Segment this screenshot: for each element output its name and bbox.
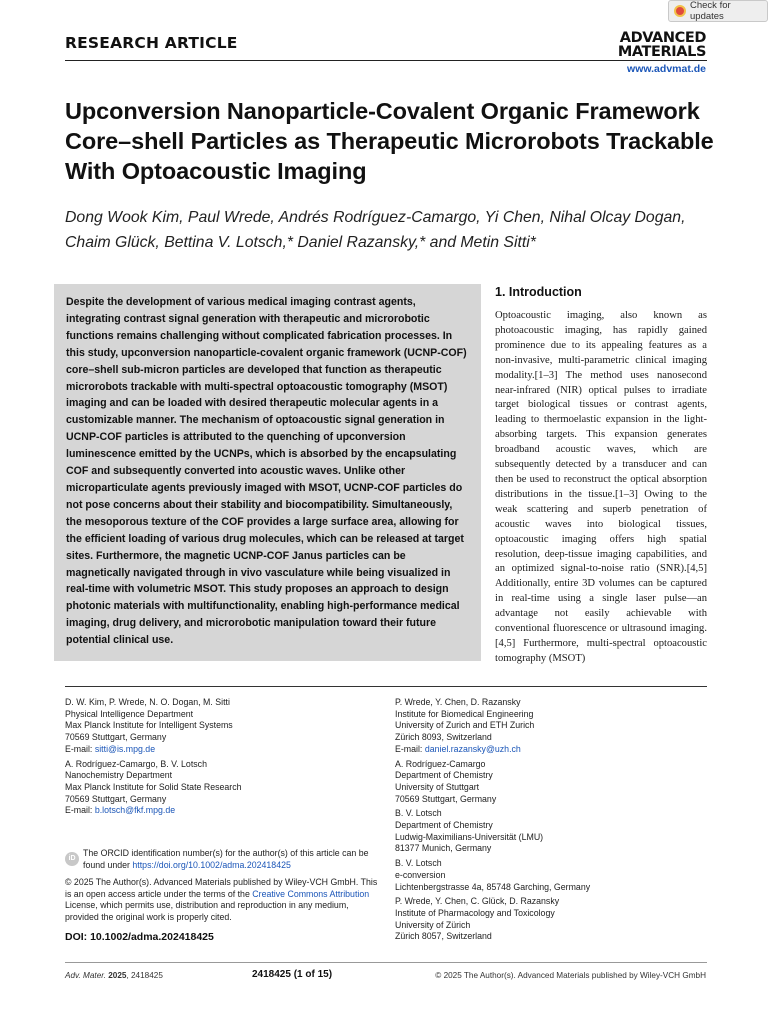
doi: DOI: 10.1002/adma.202418425	[65, 931, 214, 943]
affiliation-block	[395, 808, 715, 855]
affiliations-right	[395, 697, 715, 943]
footer-copyright: © 2025 The Author(s). Advanced Materials published by Wiley-VCH GmbH	[435, 971, 706, 980]
journal-logo-line2: MATERIALS	[617, 44, 706, 60]
email-link[interactable]: sitti@is.mpg.de	[94, 743, 156, 754]
copyright-note	[65, 877, 380, 923]
affiliation-line: 81377 Munich, Germany	[395, 843, 492, 854]
affiliations-divider	[65, 686, 707, 687]
affiliation-line: Zürich 8093, Switzerland	[395, 732, 492, 743]
affiliation-line	[395, 744, 715, 756]
orcid-text	[83, 848, 380, 871]
journal-url-link[interactable]: www.advmat.de	[627, 63, 706, 75]
crossmark-icon	[674, 5, 686, 17]
abstract-box	[54, 284, 481, 661]
affiliation-block	[395, 759, 715, 806]
footer-divider	[65, 962, 707, 963]
affiliation-line: D. W. Kim, P. Wrede, N. O. Dogan, M. Sitti	[65, 697, 230, 707]
affiliation-line: e-conversion	[395, 869, 446, 880]
affiliation-line: Nanochemistry Department	[65, 770, 173, 781]
affiliation-line: Department of Chemistry	[395, 770, 493, 781]
affiliation-line	[65, 805, 385, 817]
affiliation-block	[395, 858, 715, 893]
affiliations-left	[65, 697, 385, 817]
affiliation-line: Zürich 8057, Switzerland	[395, 931, 492, 942]
affiliation-block	[395, 896, 715, 943]
affiliation-line: 70569 Stuttgart, Germany	[65, 793, 167, 804]
email-label: E-mail:	[65, 743, 95, 754]
orcid-note	[65, 848, 380, 871]
introduction-heading: 1. Introduction	[495, 285, 582, 299]
affiliation-line: Ludwig-Maximilians-Universität (LMU)	[395, 831, 544, 842]
affiliation-line: University of Stuttgart	[395, 781, 480, 792]
article-type: RESEARCH ARTICLE	[65, 34, 238, 52]
orcid-text-body: The ORCID identification number(s) for the author(s) of this article can be found under	[83, 848, 369, 870]
affiliation-line: University of Zürich	[395, 919, 471, 930]
affiliation-block	[65, 759, 385, 818]
author-list: Dong Wook Kim, Paul Wrede, Andrés Rodríguez-Camargo, Yi Chen, Nihal Olcay Dogan, Chaim Glück, Bettina V. Lotsch,* Daniel Razansky,* and Metin Sitti*	[65, 209, 686, 251]
copyright-text-1: © 2025 The Author(s). Advanced Materials published by Wiley-VCH GmbH. This is an open access article under the terms of the	[65, 877, 378, 899]
footer-page: 2418425 (1 of 15)	[252, 969, 333, 980]
affiliation-line: Max Planck Institute for Solid State Research	[65, 781, 242, 792]
affiliation-line: Max Planck Institute for Intelligent Systems	[65, 720, 233, 731]
check-for-updates-button[interactable]	[668, 0, 768, 22]
affiliation-line: P. Wrede, Y. Chen, C. Glück, D. Razansky	[395, 896, 560, 907]
affiliation-line: Institute for Biomedical Engineering	[395, 708, 534, 719]
affiliation-line: Lichtenbergstrasse 4a, 85748 Garching, Germany	[395, 881, 591, 892]
affiliation-line: A. Rodríguez-Camargo, B. V. Lotsch	[65, 758, 207, 769]
orcid-doi-link[interactable]: https://doi.org/10.1002/adma.202418425	[132, 859, 291, 870]
email-label: E-mail:	[395, 743, 425, 754]
orcid-icon: iD	[65, 852, 79, 866]
footer-article-no: , 2418425	[126, 971, 163, 980]
email-link[interactable]: daniel.razansky@uzh.ch	[424, 743, 521, 754]
journal-logo-line1: ADVANCED	[619, 30, 706, 46]
affiliation-line: Department of Chemistry	[395, 820, 493, 831]
journal-logo	[618, 31, 706, 59]
copyright-text-2: License, which permits use, distribution and reproduction in any medium, provided the original work is properly cited.	[65, 900, 349, 922]
affiliation-block	[395, 697, 715, 756]
affiliation-line: B. V. Lotsch	[395, 858, 442, 869]
check-updates-label: Check for updates	[690, 0, 731, 22]
affiliation-line: B. V. Lotsch	[395, 808, 442, 819]
abstract-text: Despite the development of various medical imaging contrast agents, integrating contrast signal generation with therapeutic and microrobotic functions remains challenging without complicated fabrication processes. In this study, upconversion nanoparticle-covalent organic framework (UCNP-COF) core–shell sub-micron particles are developed that function as therapeutic microrobots trackable with multi-spectral optoacoustic tomography (MSOT) imaging and can be loaded with desired therapeutic molecular agents in a customizable manner. The mechanism of optoacoustic signal generation in UCNP-COF particles is attributed to the quenching of upconversion luminescence emitted by the UCNPs, which is absorbed by the encapsulating COF and subsequently converted into acoustic waves. Unlike other microparticulate agents previously imaged with MSOT, UCNP-COF particles do not pose concerns about their stability and biocompatibility. Simultaneously, the mesoporous texture of the COF provides a large surface area, allowing for the efficient loading of various drug molecules, which can be released at target sites. Furthermore, the magnetic UCNP-COF Janus particles can be magnetically navigated through in vivo vasculature while being visualized in real-time with volumetric MSOT. This study proposes an approach to design photonic materials with multifunctionality, enabling high-performance medical imaging, drug delivery, and microrobotic manipulation toward their future potential clinical use.	[66, 296, 467, 647]
footer-citation	[65, 971, 163, 980]
affiliation-line: A. Rodríguez-Camargo	[395, 758, 486, 769]
email-link[interactable]: b.lotsch@fkf.mpg.de	[94, 805, 176, 816]
footer-journal: Adv. Mater.	[65, 971, 106, 980]
creative-commons-link[interactable]: Creative Commons Attribution	[252, 888, 370, 899]
article-title: Upconversion Nanoparticle-Covalent Organic Framework Core–shell Particles as Therapeutic Microrobots Trackable With Optoacoustic Imaging	[65, 98, 714, 184]
affiliation-block	[65, 697, 385, 756]
affiliation-line: Institute of Pharmacology and Toxicology	[395, 907, 555, 918]
affiliation-line: 70569 Stuttgart, Germany	[65, 732, 167, 743]
affiliation-line: 70569 Stuttgart, Germany	[395, 793, 497, 804]
email-label: E-mail:	[65, 805, 95, 816]
header-divider	[65, 60, 707, 61]
affiliation-line	[65, 744, 385, 756]
affiliation-line: P. Wrede, Y. Chen, D. Razansky	[395, 697, 521, 707]
footer-year: 2025	[108, 971, 127, 980]
affiliation-line: Physical Intelligence Department	[65, 708, 194, 719]
introduction-body: Optoacoustic imaging, also known as photoacoustic imaging, has rapidly gained prominence due to its appealing features as a non-invasive, multi-parametric clinical imaging modality.[1–3] The method uses nanosecond near-infrared (NIR) optical pulses to irradiate target biological tissues or contrast agents, leading to thermoelastic expansion in the light-absorbing targets. This expansion generates broadband acoustic waves, which are subsequently detected by a transducer and can then be used to reconstruct the optical absorption distributions in the tissue.[1–3] Owing to the weak scattering and superb penetration of acoustic waves into biological tissues, optoacoustic imaging offers high spatial resolution, deep-tissue imaging capabilities, and an optimized signal-to-noise ratio (SNR).[4,5] Additionally, entire 3D volumes can be captured in real-time using a single laser pulse—an advantage not easily achievable with conventional fluorescence or ultrasound imaging.[4,5] Furthermore, multi-spectral optoacoustic tomography (MSOT)	[495, 310, 707, 664]
affiliation-line: University of Zurich and ETH Zurich	[395, 720, 535, 731]
